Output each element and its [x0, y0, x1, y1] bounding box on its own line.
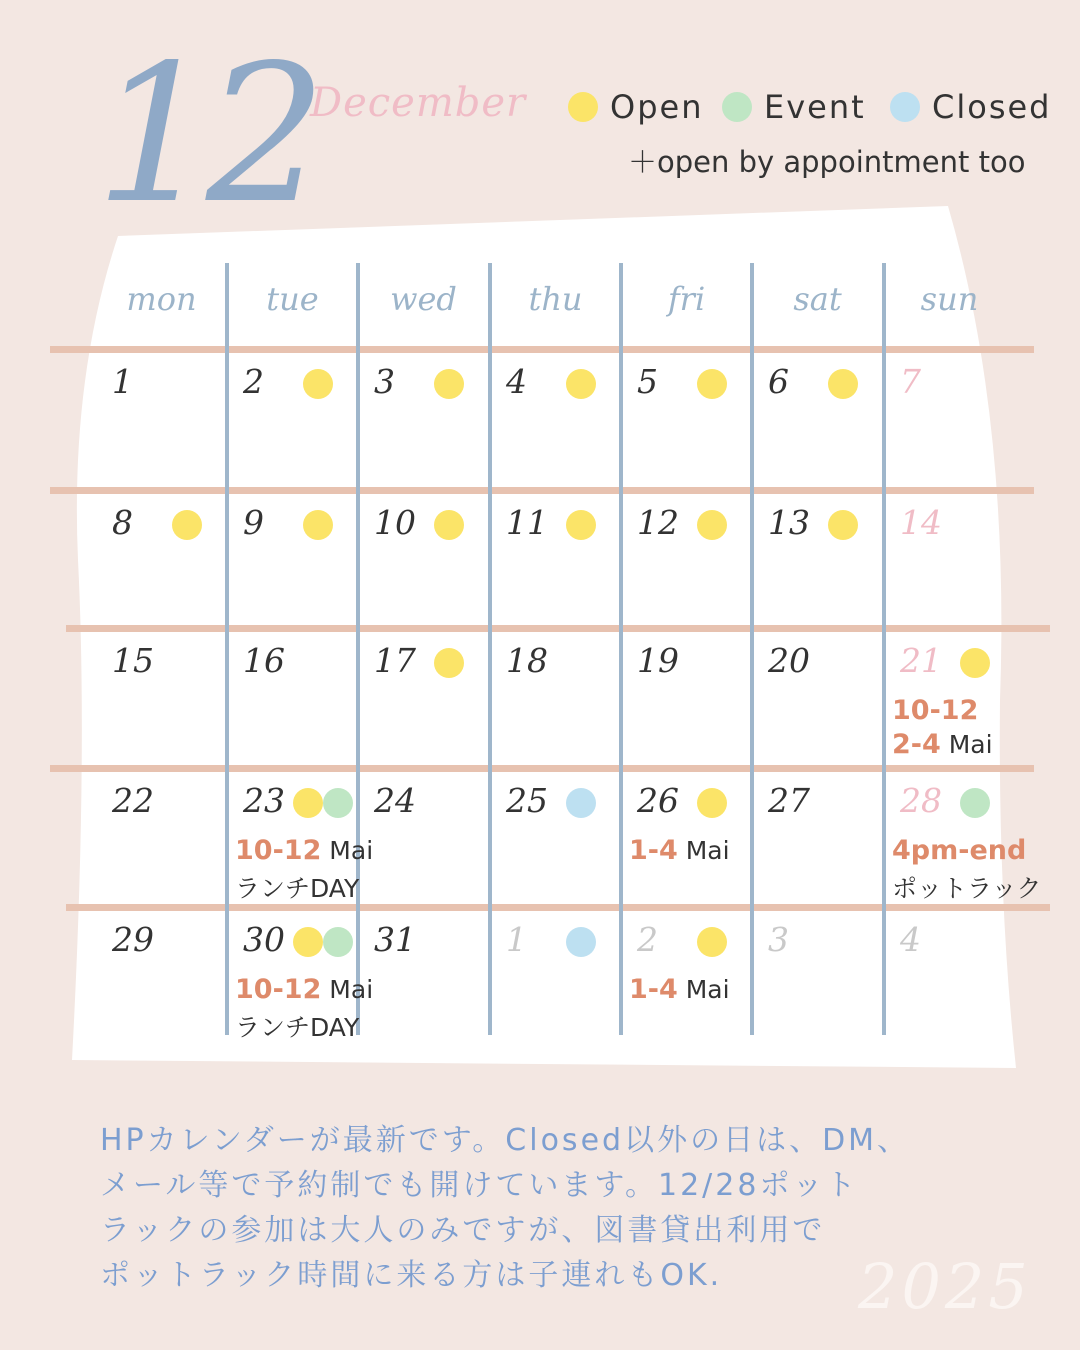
date-number: 13 — [768, 503, 810, 542]
date-number: 25 — [506, 781, 548, 820]
column-divider — [488, 263, 492, 1035]
row-divider — [66, 625, 1050, 632]
date-number: 4 — [900, 920, 921, 959]
legend-dot-icon — [890, 92, 920, 122]
status-open-icon — [828, 369, 858, 399]
event-note — [235, 835, 373, 866]
legend-dot-icon — [568, 92, 598, 122]
footer-line: HPカレンダーが最新です。Closed以外の日は、DM、 — [100, 1123, 911, 1158]
event-time: 1-4 — [629, 835, 678, 866]
date-number: 7 — [900, 362, 921, 401]
status-open-icon — [172, 510, 202, 540]
date-number: 1 — [112, 362, 133, 401]
date-number: 1 — [506, 920, 527, 959]
event-text: Mai — [677, 975, 730, 1004]
weekday-sat: sat — [793, 280, 842, 318]
appointment-note: ＋open by appointment too — [628, 145, 1026, 179]
event-time: 10-12 — [892, 695, 979, 726]
event-note — [892, 695, 978, 726]
column-divider — [356, 263, 360, 1035]
date-number: 10 — [374, 503, 416, 542]
date-number: 29 — [112, 920, 154, 959]
date-number: 4 — [506, 362, 527, 401]
event-note — [892, 835, 1026, 866]
legend-dot-icon — [722, 92, 752, 122]
event-text: ランチDAY — [235, 1013, 360, 1042]
row-divider — [66, 904, 1050, 911]
weekday-wed: wed — [390, 280, 457, 318]
month-number: 12 — [95, 24, 317, 245]
weekday-tue: tue — [266, 280, 319, 318]
event-text: Mai — [321, 836, 374, 865]
weekday-sun: sun — [920, 280, 979, 318]
date-number: 12 — [637, 503, 679, 542]
status-closed-icon — [566, 927, 596, 957]
event-time: 1-4 — [629, 974, 678, 1005]
row-divider — [50, 765, 1034, 772]
event-note — [892, 869, 1042, 905]
date-number: 24 — [374, 781, 416, 820]
column-divider — [750, 263, 754, 1035]
status-open-icon — [566, 510, 596, 540]
status-event-icon — [960, 788, 990, 818]
legend-label: Open — [610, 88, 704, 126]
date-number: 21 — [900, 641, 942, 680]
legend-item-closed — [890, 85, 1051, 129]
event-note — [235, 974, 373, 1005]
date-number: 3 — [768, 920, 789, 959]
event-note — [629, 835, 730, 866]
weekday-fri: fri — [667, 280, 706, 318]
column-divider — [225, 263, 229, 1035]
date-number: 26 — [637, 781, 679, 820]
event-text: Mai — [321, 975, 374, 1004]
status-open-icon — [697, 927, 727, 957]
date-number: 31 — [374, 920, 416, 959]
date-number: 18 — [506, 641, 548, 680]
date-number: 3 — [374, 362, 395, 401]
date-number: 30 — [243, 920, 285, 959]
date-number: 8 — [112, 503, 133, 542]
status-event-icon — [323, 927, 353, 957]
event-time: 2-4 — [892, 729, 941, 760]
event-text: Mai — [940, 730, 993, 759]
year-watermark: 2025 — [858, 1250, 1032, 1323]
status-open-icon — [960, 648, 990, 678]
date-number: 9 — [243, 503, 264, 542]
weekday-mon: mon — [126, 280, 197, 318]
column-divider — [882, 263, 886, 1035]
status-open-icon — [303, 510, 333, 540]
event-text: ランチDAY — [235, 874, 360, 903]
weekday-thu: thu — [528, 280, 583, 318]
date-number: 2 — [243, 362, 264, 401]
row-divider — [50, 346, 1034, 353]
date-number: 15 — [112, 641, 154, 680]
footer-line: ラックの参加は大人のみですが、図書貸出利用で — [100, 1213, 826, 1248]
event-note — [629, 974, 730, 1005]
month-name: December — [310, 80, 527, 126]
footer-line: メール等で予約制でも開けています。12/28ポット — [100, 1168, 859, 1203]
status-open-icon — [566, 369, 596, 399]
status-open-icon — [434, 510, 464, 540]
event-note — [235, 869, 359, 905]
status-open-icon — [434, 369, 464, 399]
legend-label: Event — [764, 88, 866, 126]
status-open-icon — [293, 788, 323, 818]
status-open-icon — [434, 648, 464, 678]
event-text: Mai — [677, 836, 730, 865]
status-open-icon — [828, 510, 858, 540]
date-number: 28 — [900, 781, 942, 820]
footer-line: ポットラック時間に来る方は子連れもOK. — [100, 1258, 723, 1293]
event-note — [235, 1008, 359, 1044]
date-number: 16 — [243, 641, 285, 680]
date-number: 6 — [768, 362, 789, 401]
date-number: 27 — [768, 781, 810, 820]
legend-label: Closed — [932, 88, 1052, 126]
status-open-icon — [697, 510, 727, 540]
date-number: 11 — [506, 503, 548, 542]
event-text: ポットラック — [892, 874, 1042, 903]
status-open-icon — [293, 927, 323, 957]
event-note — [892, 729, 993, 760]
legend-item-open — [568, 85, 703, 129]
status-closed-icon — [566, 788, 596, 818]
date-number: 14 — [900, 503, 942, 542]
date-number: 20 — [768, 641, 810, 680]
event-time: 10-12 — [235, 974, 322, 1005]
date-number: 23 — [243, 781, 285, 820]
date-number: 22 — [112, 781, 154, 820]
date-number: 2 — [637, 920, 658, 959]
date-number: 17 — [374, 641, 416, 680]
status-open-icon — [697, 369, 727, 399]
status-event-icon — [323, 788, 353, 818]
column-divider — [619, 263, 623, 1035]
date-number: 19 — [637, 641, 679, 680]
row-divider — [50, 487, 1034, 494]
date-number: 5 — [637, 362, 658, 401]
event-time: 10-12 — [235, 835, 322, 866]
status-open-icon — [697, 788, 727, 818]
status-open-icon — [303, 369, 333, 399]
legend-item-event — [722, 85, 866, 129]
event-time: 4pm-end — [892, 835, 1027, 866]
